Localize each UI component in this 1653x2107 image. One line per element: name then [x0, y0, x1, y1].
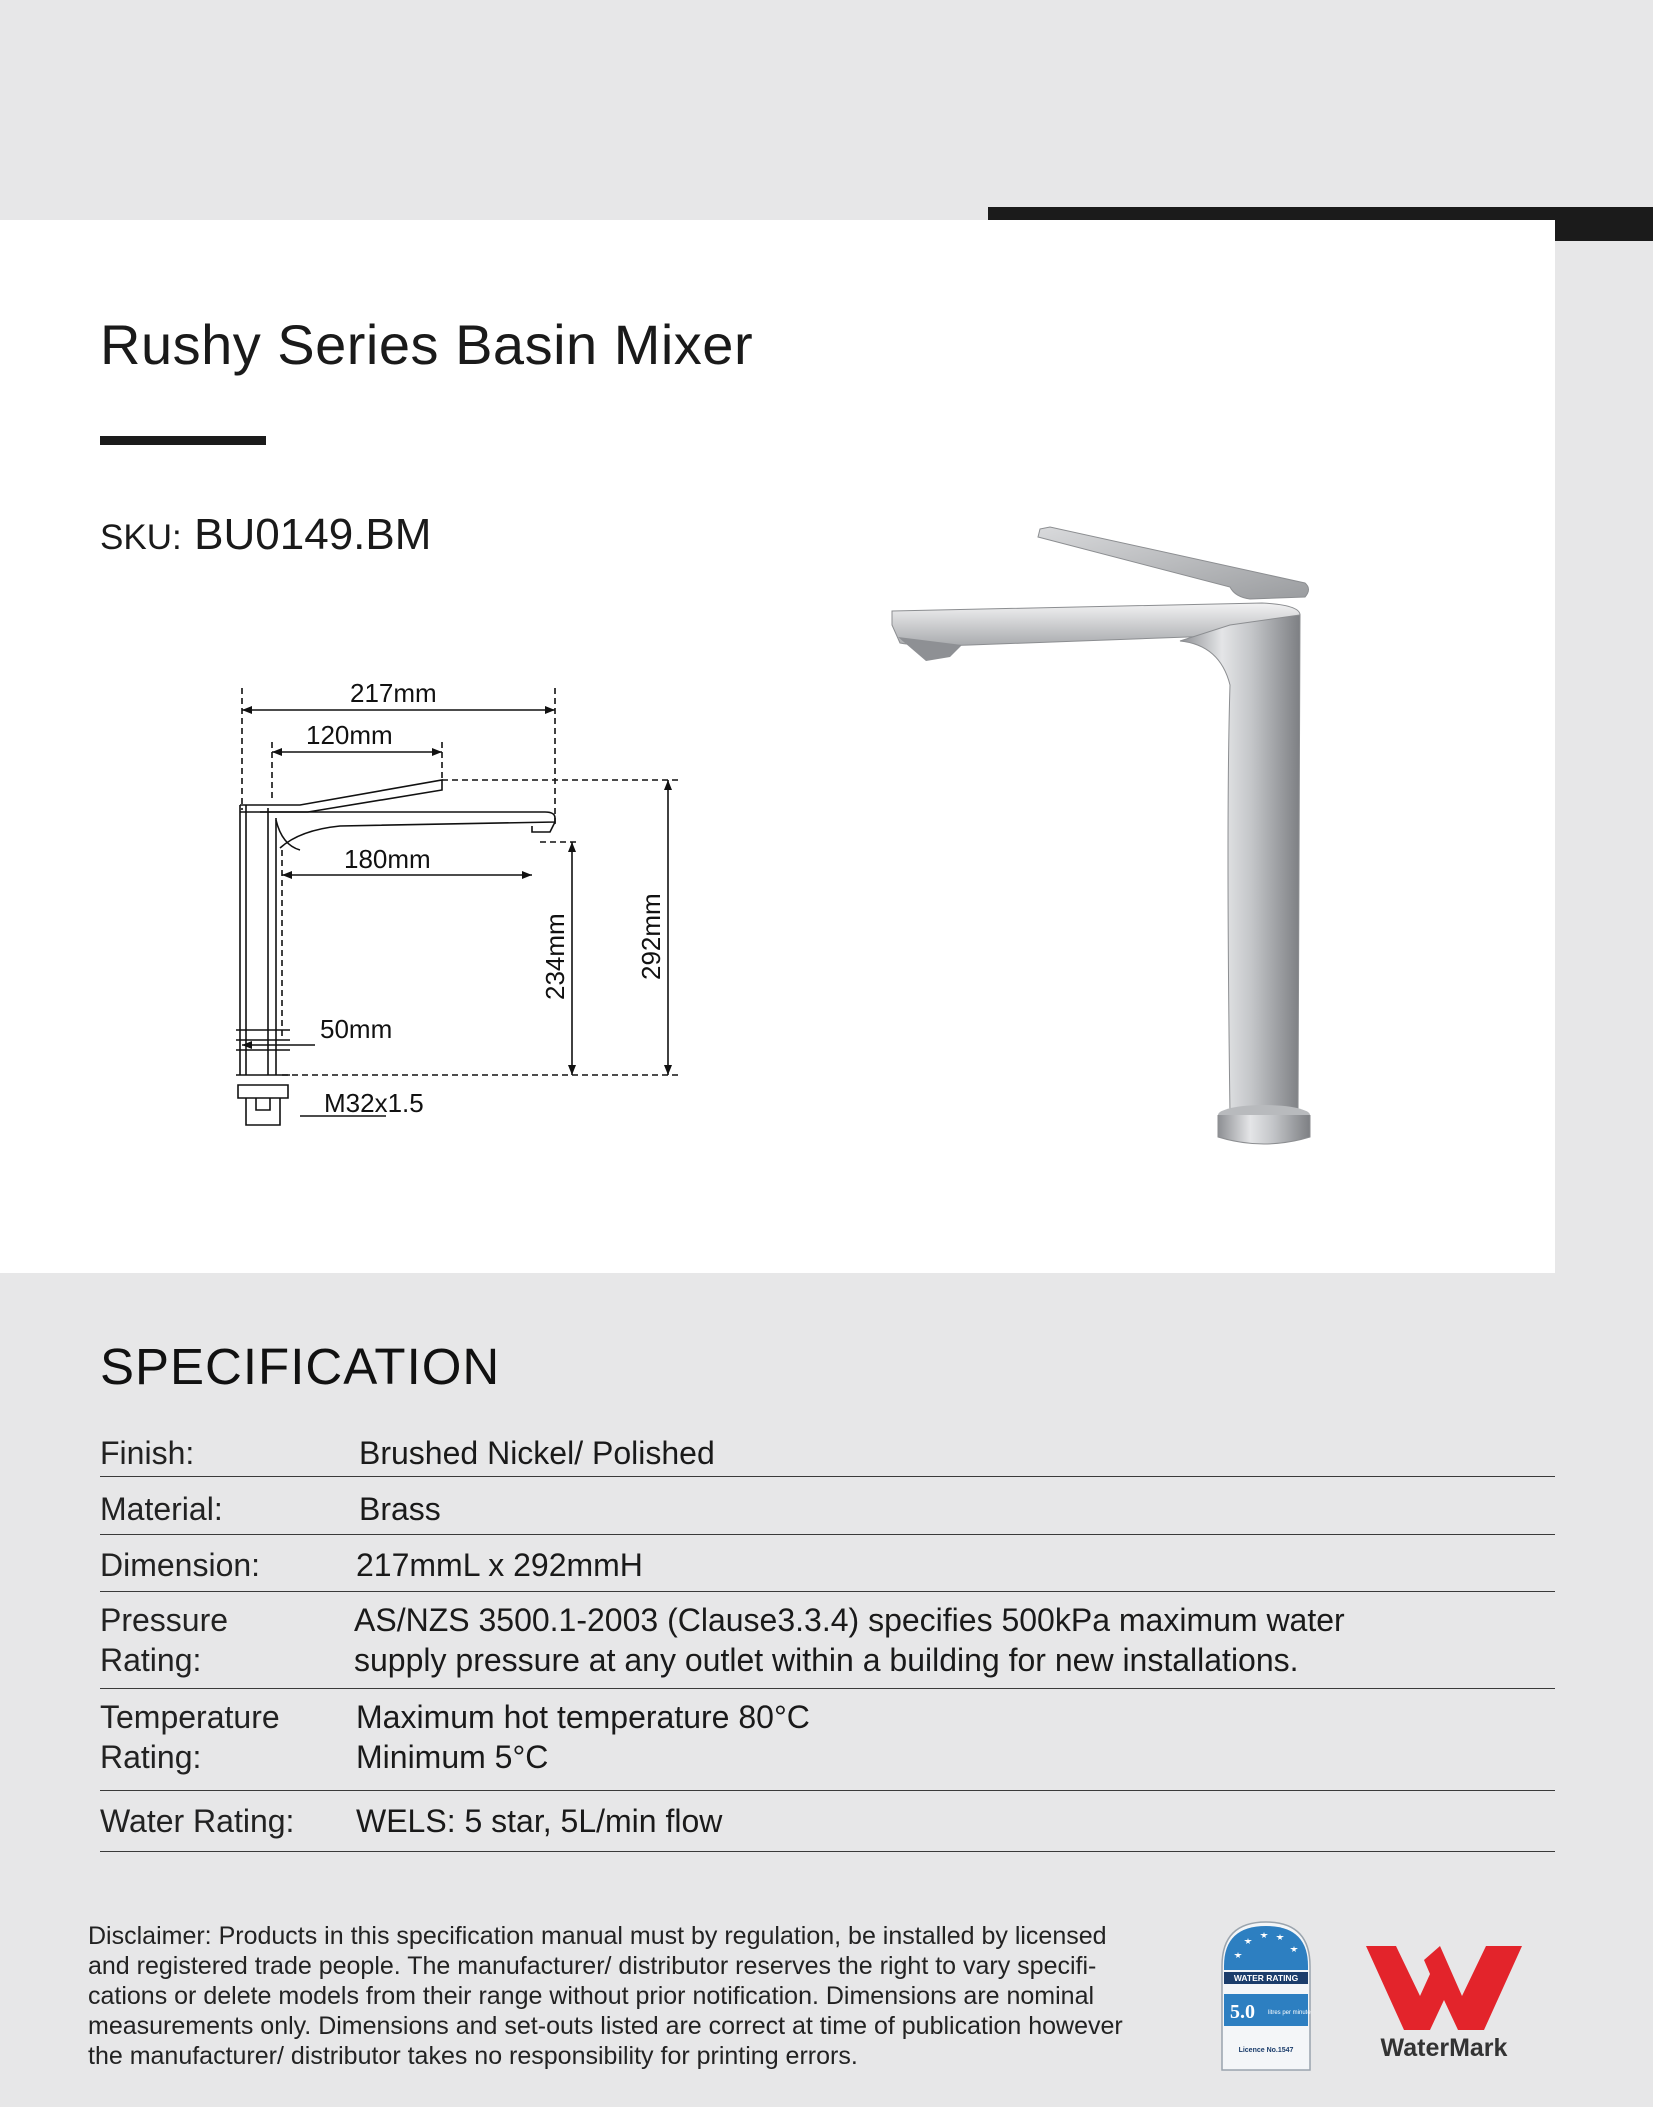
wels-licence: Licence No.1547	[1238, 2047, 1294, 2054]
wels-rating-label-icon	[1218, 1918, 1314, 2074]
dim-overall-height: 292mm	[636, 893, 666, 980]
spec-value: Brushed Nickel/ Polished	[359, 1435, 715, 1471]
spec-label: Temperature Rating:	[100, 1699, 280, 1775]
disclaimer-text: Disclaimer: Products in this specification manual must by regulation, be installed by licensed and registered trade people. The manufacturer/ distributor reserves the right to vary specifi- cations or delete models from their range without prior notification. Dimensions are nominal measurements only. Dimensions and set-outs listed are correct at time of publication however the manufacturer/ distributor takes no responsibility for printing errors.	[88, 1922, 1123, 2070]
dim-spout-reach: 180mm	[344, 844, 431, 874]
sku-value: BU0149.BM	[194, 510, 432, 559]
spec-row-water-rating	[100, 1791, 1555, 1852]
spec-label: Dimension:	[100, 1547, 261, 1583]
spec-label: Pressure Rating:	[100, 1602, 229, 1678]
spec-label: Finish:	[100, 1435, 195, 1471]
title-underline	[100, 436, 266, 445]
sku-label: SKU:	[100, 518, 182, 557]
spec-value: 217mmL x 292mmH	[356, 1547, 643, 1583]
watermark-logo-icon	[1362, 1938, 1526, 2070]
spec-row-dimension	[100, 1535, 1555, 1592]
watermark-w-mark-icon	[1362, 1938, 1526, 2034]
product-title: Rushy Series Basin Mixer	[100, 313, 754, 376]
dim-spout-height: 234mm	[540, 913, 570, 1000]
dim-base: 50mm	[320, 1014, 393, 1044]
spec-row-pressure-rating	[100, 1592, 1555, 1689]
spec-label: Water Rating:	[100, 1803, 295, 1839]
product-photo	[880, 515, 1340, 1155]
sku-line	[100, 510, 431, 560]
wels-rating-value: 5.0	[1230, 2001, 1255, 2023]
dim-lever: 120mm	[306, 720, 393, 750]
spec-row-finish	[100, 1425, 1555, 1477]
dim-overall-length: 217mm	[350, 680, 437, 708]
spec-label: Material:	[100, 1491, 223, 1527]
dimension-drawing	[220, 680, 700, 1140]
spec-value: Brass	[359, 1491, 441, 1527]
dim-thread: M32x1.5	[324, 1088, 424, 1118]
spec-value: Maximum hot temperature 80°C Minimum 5°C	[356, 1699, 810, 1775]
page-header-band	[0, 0, 1653, 220]
specification-heading: SPECIFICATION	[100, 1338, 501, 1395]
wels-label-text: WATER RATING	[1233, 1973, 1299, 1983]
spec-value: AS/NZS 3500.1-2003 (Clause3.3.4) specifies 500kPa maximum water supply pressure at any outlet within a building for new installations.	[354, 1602, 1345, 1678]
specification-table	[100, 1425, 1555, 1852]
spec-value: WELS: 5 star, 5L/min flow	[356, 1803, 723, 1839]
spec-row-material	[100, 1477, 1555, 1535]
spec-row-temperature-rating	[100, 1689, 1555, 1791]
wels-rating-unit: litres per minute	[1268, 2010, 1311, 2016]
watermark-logo-text: WaterMark	[1380, 2034, 1508, 2062]
